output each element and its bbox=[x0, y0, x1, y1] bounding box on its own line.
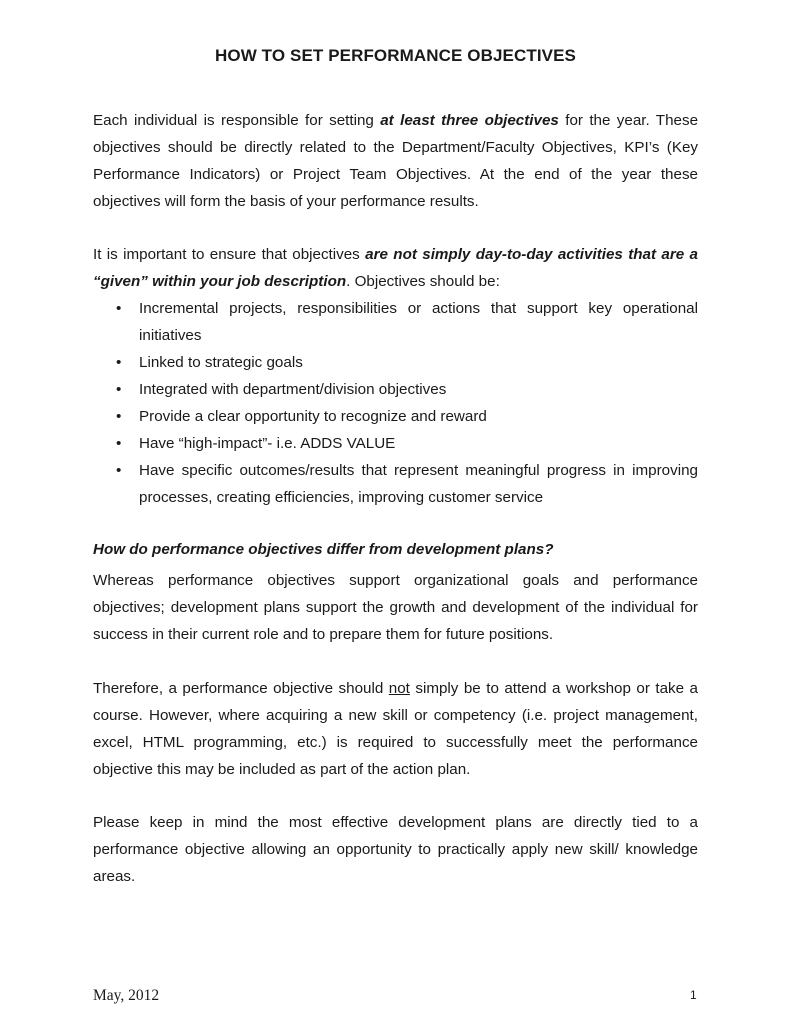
text-run: . Objectives should be: bbox=[346, 273, 500, 290]
text-line: Have “high-impact”- i.e. ADDS VALUE bbox=[139, 435, 396, 452]
emphasis-text: “given” within your job description bbox=[93, 273, 347, 290]
workshop-paragraph bbox=[93, 675, 698, 783]
objectives-list bbox=[93, 295, 698, 511]
list-item bbox=[93, 457, 698, 511]
intro-paragraph bbox=[93, 107, 698, 215]
text-line: objectives should be directly related to the Department/Faculty Objectives, KPI’s (Key bbox=[93, 139, 698, 156]
list-item bbox=[93, 430, 698, 457]
bullet-icon: • bbox=[116, 462, 122, 479]
text-line: Provide a clear opportunity to recognize and reward bbox=[139, 408, 487, 425]
text-line bbox=[93, 675, 698, 702]
text-line: objective this may be included as part of the action plan. bbox=[93, 761, 471, 778]
text-run: Therefore, a performance objective should bbox=[93, 680, 389, 697]
list-item bbox=[93, 403, 698, 430]
list-item bbox=[93, 295, 698, 349]
text-line bbox=[93, 241, 698, 268]
text-line: Performance Indicators) or Project Team Objectives. At the end of the year these bbox=[93, 166, 698, 183]
text-line bbox=[93, 268, 698, 295]
text-run: for the year. These bbox=[558, 112, 699, 129]
bullet-icon: • bbox=[116, 354, 122, 371]
page-title: HOW TO SET PERFORMANCE OBJECTIVES bbox=[215, 46, 576, 65]
text-line: Please keep in mind the most effective development plans are directly tied to a bbox=[93, 814, 698, 831]
emphasis-text: at least three objectives bbox=[380, 112, 559, 129]
text-run: simply be to attend a workshop or take a bbox=[409, 680, 698, 697]
text-line: course. However, where acquiring a new skill or competency (i.e. project management, bbox=[93, 707, 698, 724]
text-line: Have specific outcomes/results that represent meaningful progress in improving bbox=[139, 462, 698, 479]
text-line: success in their current role and to prepare them for future positions. bbox=[93, 626, 554, 643]
section-heading: How do performance objectives differ from development plans? bbox=[93, 541, 554, 558]
text-run: Each individual is responsible for setting bbox=[93, 112, 381, 129]
difference-paragraph bbox=[93, 567, 698, 648]
footer-date: May, 2012 bbox=[93, 987, 160, 1004]
text-line: performance objective allowing an opportunity to practically apply new skill/ knowledge bbox=[93, 841, 698, 858]
text-line: initiatives bbox=[139, 327, 202, 344]
page-number: 1 bbox=[690, 988, 697, 1002]
closing-paragraph bbox=[93, 809, 698, 890]
emphasis-text: are not simply day-to-day activities that are a bbox=[365, 246, 698, 263]
text-line: excel, HTML programming, etc.) is required to successfully meet the performance bbox=[93, 734, 698, 751]
underlined-text: not bbox=[388, 680, 410, 697]
bullet-icon: • bbox=[116, 435, 122, 452]
text-line: areas. bbox=[93, 868, 136, 885]
text-line: objectives; development plans support the growth and development of the individual for bbox=[93, 599, 698, 616]
text-run: It is important to ensure that objectives bbox=[93, 246, 366, 263]
list-item bbox=[93, 349, 698, 376]
bullet-icon: • bbox=[116, 408, 122, 425]
bullet-icon: • bbox=[116, 381, 122, 398]
text-line: Integrated with department/division objectives bbox=[139, 381, 447, 398]
text-line: processes, creating efficiencies, improving customer service bbox=[139, 489, 544, 506]
text-line: Linked to strategic goals bbox=[139, 354, 303, 371]
list-item bbox=[93, 376, 698, 403]
text-line: Incremental projects, responsibilities or actions that support key operational bbox=[139, 300, 698, 317]
text-line: objectives will form the basis of your performance results. bbox=[93, 193, 479, 210]
text-line bbox=[93, 107, 698, 134]
text-line: Whereas performance objectives support organizational goals and performance bbox=[93, 572, 698, 589]
objectives-intro-paragraph bbox=[93, 241, 698, 295]
bullet-icon: • bbox=[116, 300, 122, 317]
